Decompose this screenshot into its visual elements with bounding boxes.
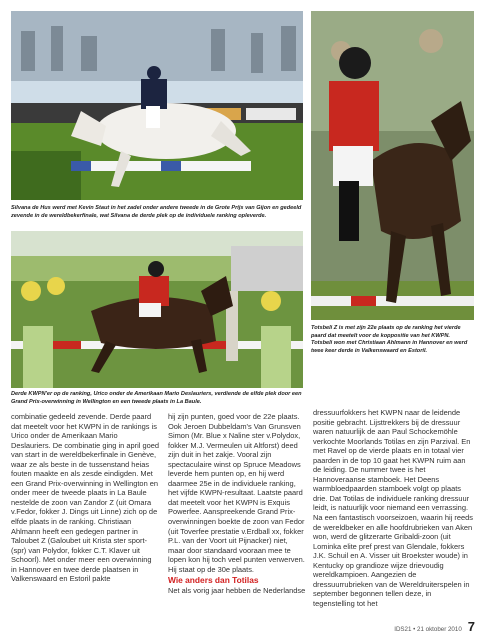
issue-info: IDS21 • 21 oktober 2010 <box>394 626 462 633</box>
article-column-3-text: dressuurfokkers het KWPN naar de leidende positie gebracht. Lijsttrekkers bij de dressuur waren natuurlijk de aan Paul Schockemöhle verkochte Moorlands Totilas en zijn Parzival. En met Ravel op de vierde plaats en in totaal vier paarden in de top 10 gaat het KWPN ruim aan de leiding. De nummer twee is het Hannoveraanse stamboek. Het Deens warmbloedpaarden stamboek volgt op plaats drie. Dat Totilas de individuele ranking dressuur leidt, is natuurlijk voor niemand een verrassing. Na een fantastisch voorseizoen, waarin hij reeds de wereldbeker en alle hoofdrubrieken van Aken won, werd de glitzerarte Gribaldi-zoon (uit Lominka elite pref prest van Glendale, fokkers J.K. Schuil en A. Visser uit Broekster woude) in Kentucky op grandioze wijze drievoudig wereldkampioen. Aangezien de dressuurrubrieken van de Wereldruiterspelen in september begonnen tellen deze, in tegenstelling tot het <box>313 408 473 608</box>
section-heading: Wie anders dan Totilas <box>168 575 259 586</box>
photo-red-jacket-rider <box>311 11 474 320</box>
article-column-2 <box>168 412 306 596</box>
photo-horse-jump-middle <box>11 231 303 388</box>
article-column-2-text: hij zijn punten, goed voor de 22e plaats. Ook Jeroen Dubbeldam's Van Grunsven Simon (Mr. Blue x Naline ster v.Polydox, fokker M.J. Vermeulen uit Altforst) deed zijn duit in het zakje. Vooral zijn spectaculaire winst op Spruce Meadows leverde hem punten op, en hij werd daarmee 25e in de individuele ranking, het vijfde KWPN-resultaat. Laatste paard dat meetelt voor het KWPN is Exquis Powerfee. Aanspreekende Grand Prix-overwinningen boekte de zoon van Fedor (uit Toverfee prestatie v.Erdball xx, fokker P.L. van der Voort uit Pijnacker) niet, maar door standaard vooraan mee te lopen kon hij toch veel punten verwerven. Hij staat op de 30e plaats. <box>168 412 305 574</box>
article-column-1-text: combinatie gedeeld zevende. Derde paard dat meetelt voor het KWPN in de rankings is Urico onder de Amerikaan Mario Deslauriers. De combinatie ging in april goed van start in de wereldbekerfinale in Genève, waar ze als beste in de tussenstand heias fouten maakte en als zesde eindigden. Met een Grand Prix-overwinning in Wellington en onder meer de tweede plaats in La Baule nestelde de zoon van Zandor Z (uit Omara v.Fedor, fokker J. Dings uit Linne) zich op de elfde plaats in de ranking. Christiaan Ahlmann heeft een gedegen partner in Taloubet Z (Galoubet uit Krista ster sport-(spr) van Polydor, fokker C.T. Klaver uit Schoorl). Met onder meer een overwinning in Hannover en twee derde plaatsen in Valkenswaard en Estoril pakte <box>11 412 160 584</box>
page-number: 7 <box>467 619 475 634</box>
article-column-3 <box>313 408 475 608</box>
article-column-2-continued: Net als vorig jaar hebben de Nederlandse <box>168 586 306 596</box>
caption-top-photo: Silvana de Hus werd met Kevin Staut in het zadel onder andere tweede in de Grote Prijs van Gijon en gedeeld zevende in de wereldbekerfinale, wat Silvana de derde plek op de individuele ranking opleverde. <box>11 205 302 219</box>
caption-right-photo: Totsbeli Z is met zijn 22e plaats op de ranking het vierde paard dat meetelt voor de koppositie van het KWPN. Totsbeli won met Christiaan Ahlmann in Hannover en werd twee keer derde in Valkenswaard en Estoril. <box>311 325 468 355</box>
photo-horse-jump-top <box>11 11 303 200</box>
caption-middle-photo: Derde KWPN'er op de ranking, Urico onder de Amerikaan Mario Deslauriers, verdiende de elfde plek door een Grand Prix-overwinning in Wellington en een tweede plaats in La Baule. <box>11 391 302 405</box>
article-column-1 <box>11 412 159 584</box>
page-footer <box>394 619 475 634</box>
